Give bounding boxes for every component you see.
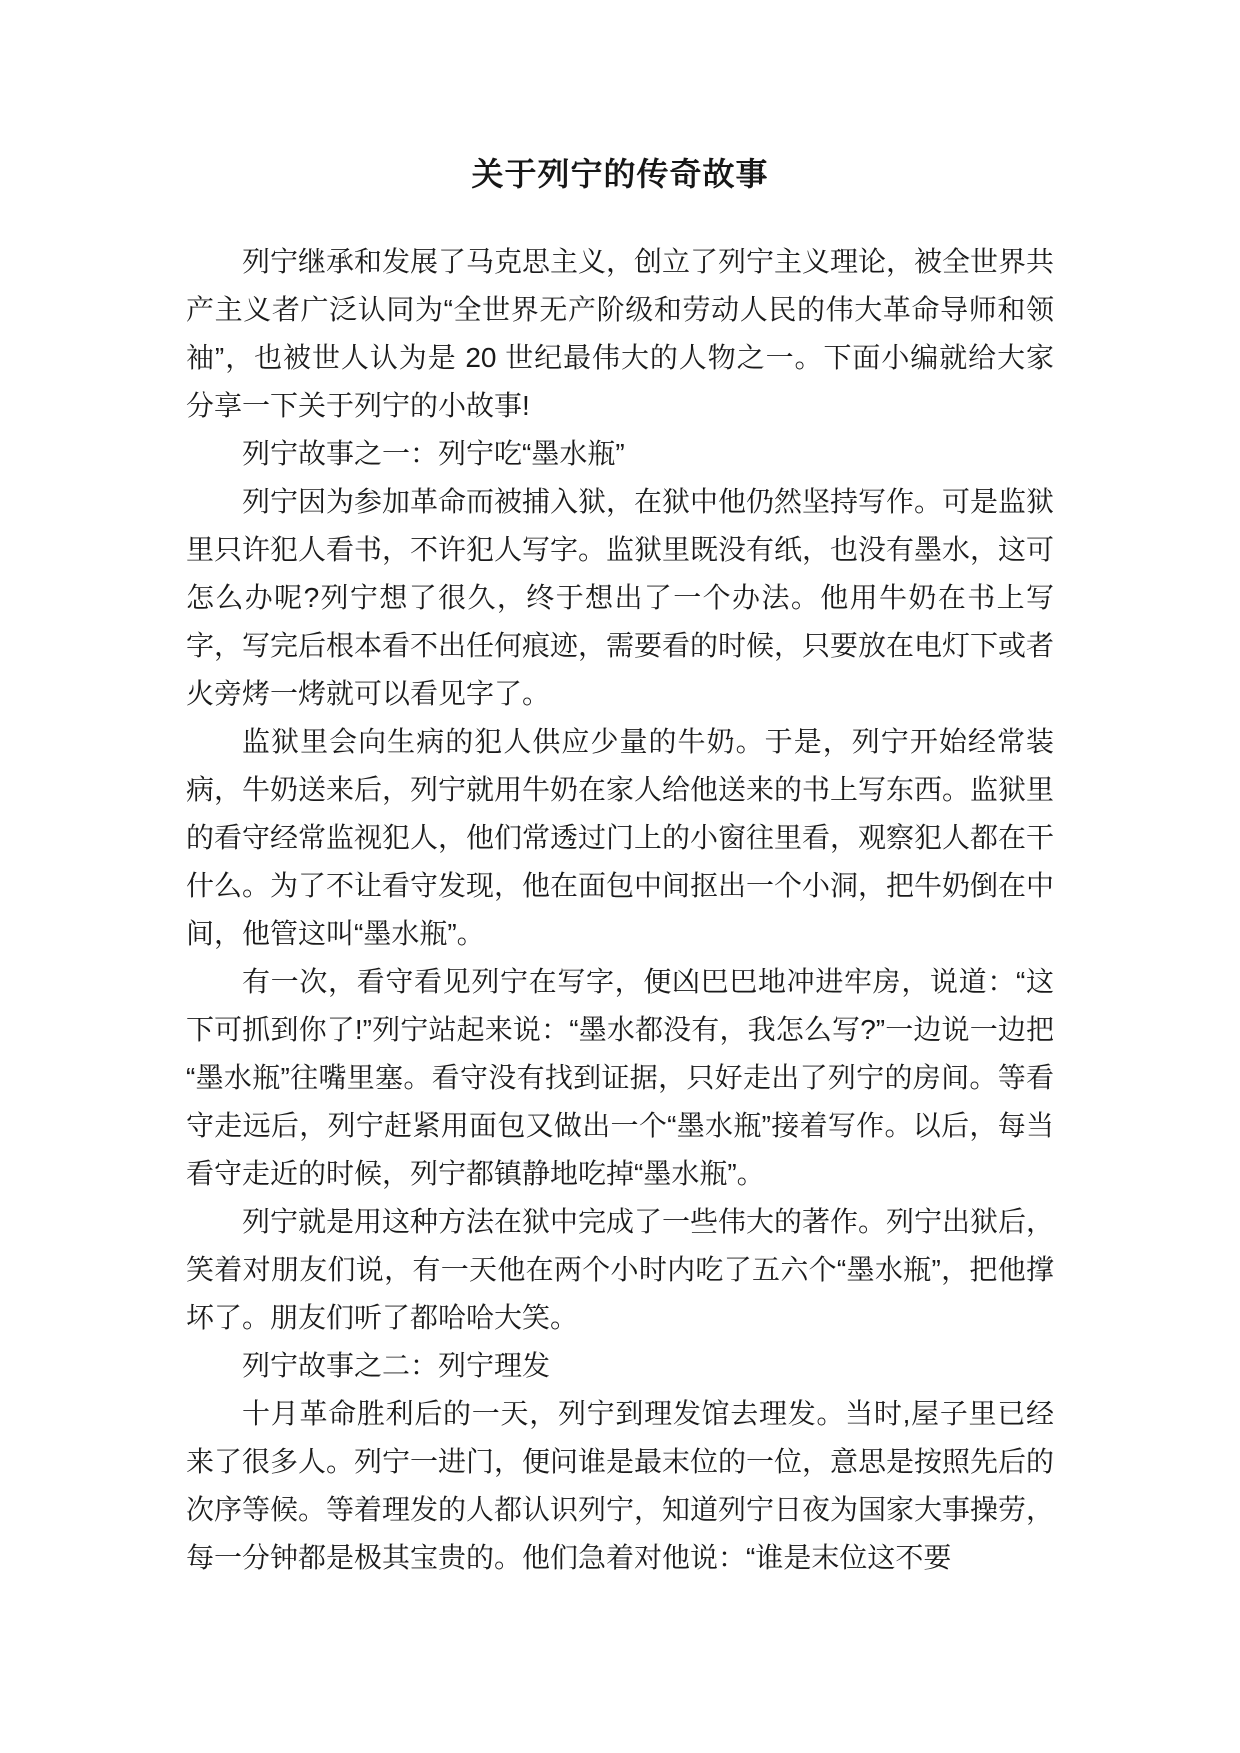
paragraph-story-one-4: 列宁就是用这种方法在狱中完成了一些伟大的著作。列宁出狱后，笑着对朋友们说，有一天他在两个小时内吃了五六个“墨水瓶”，把他撑坏了。朋友们听了都哈哈大笑。 [186,1206,1055,1333]
paragraph-intro: 列宁继承和发展了马克思主义，创立了列宁主义理论，被全世界共产主义者广泛认同为“全世界无产阶级和劳动人民的伟大革命导师和领袖”，也被世人认为是 20 世纪最伟大的人物之一。下面小编就给大家分享一下关于列宁的小故事! [186,246,1055,421]
paragraph-story-two-1: 十月革命胜利后的一天，列宁到理发馆去理发。当时,屋子里已经来了很多人。列宁一进门，便问谁是最末位的一位，意思是按照先后的次序等候。等着理发的人都认识列宁，知道列宁日夜为国家大事操劳，每一分钟都是极其宝贵的。他们急着对他说：“谁是末位这不要 [186,1398,1055,1573]
paragraph-story-one-2: 监狱里会向生病的犯人供应少量的牛奶。于是，列宁开始经常装病，牛奶送来后，列宁就用牛奶在家人给他送来的书上写东西。监狱里的看守经常监视犯人，他们常透过门上的小窗往里看，观察犯人都在干什么。为了不让看守发现，他在面包中间抠出一个小洞，把牛奶倒在中间，他管这叫“墨水瓶”。 [186,726,1055,949]
document-title: 关于列宁的传奇故事 [471,156,769,192]
section-heading-story-one: 列宁故事之一：列宁吃“墨水瓶” [242,438,625,469]
paragraph-story-one-3: 有一次，看守看见列宁在写字，便凶巴巴地冲进牢房，说道：“这下可抓到你了!”列宁站起来说：“墨水都没有，我怎么写?”一边说一边把“墨水瓶”往嘴里塞。看守没有找到证据，只好走出了列宁的房间。等看守走远后，列宁赶紧用面包又做出一个“墨水瓶”接着写作。以后，每当看守走近的时候，列宁都镇静地吃掉“墨水瓶”。 [186,966,1054,1189]
paragraph-story-one-1: 列宁因为参加革命而被捕入狱，在狱中他仍然坚持写作。可是监狱里只许犯人看书，不许犯人写字。监狱里既没有纸，也没有墨水，这可怎么办呢?列宁想了很久，终于想出了一个办法。他用牛奶在书上写字，写完后根本看不出任何痕迹，需要看的时候，只要放在电灯下或者火旁烤一烤就可以看见字了。 [186,486,1055,709]
document-body [186,238,1054,1582]
section-heading-story-two: 列宁故事之二：列宁理发 [242,1350,551,1381]
